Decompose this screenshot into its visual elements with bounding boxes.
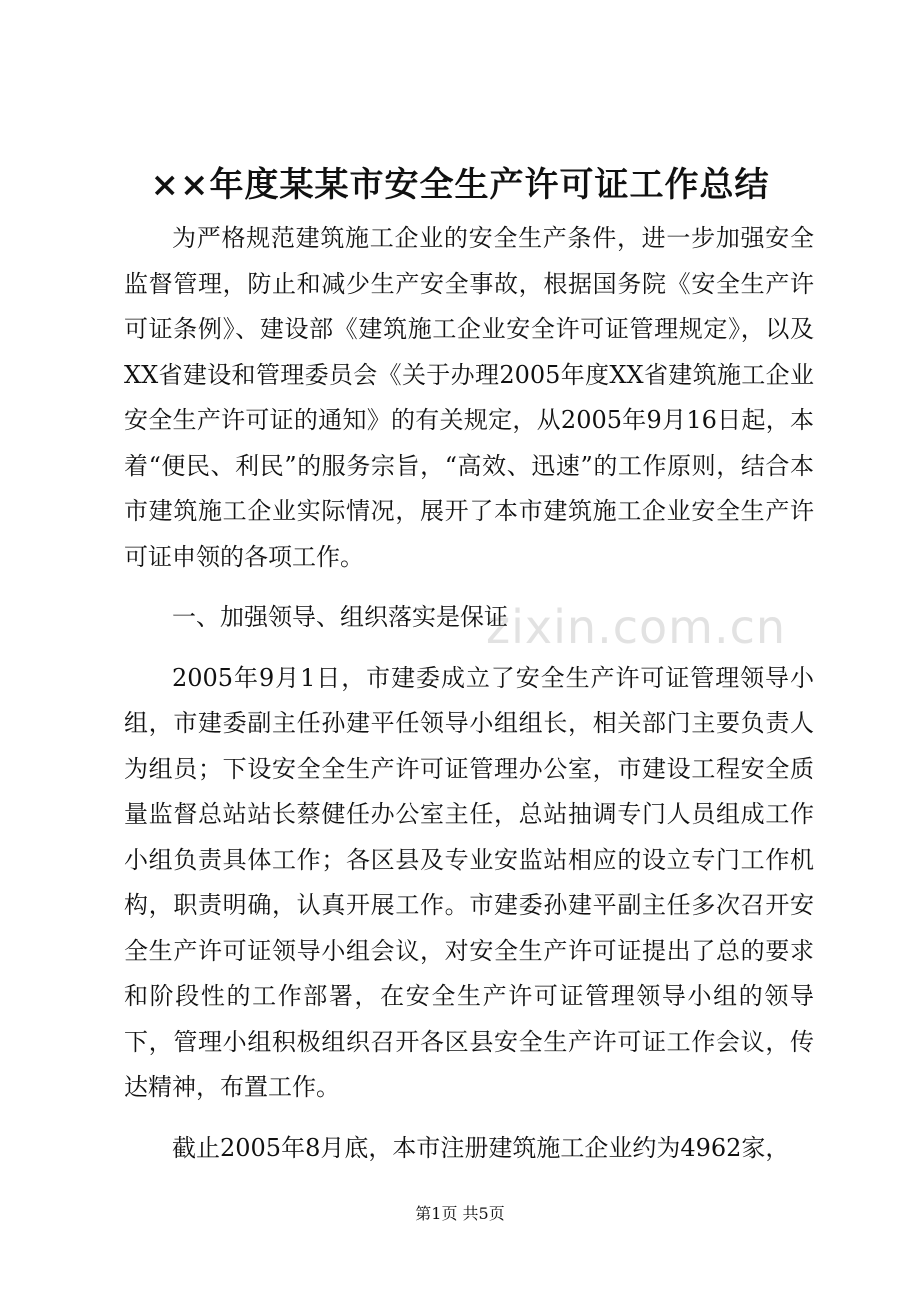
- paragraph-organization: 2005年9月1日，市建委成立了安全生产许可证管理领导小组，市建委副主任孙建平任领导小组组长，相关部门主要负责人为组员；下设安全全生产许可证管理办公室，市建设工程安全质量监督总站站长蔡健任办公室主任，总站抽调专门人员组成工作小组负责具体工作；各区县及专业安监站相应的设立专门工作机构，职责明确，认真开展工作。市建委孙建平副主任多次召开安全生产许可证领导小组会议，对安全生产许可证提出了总的要求和阶段性的工作部署，在安全生产许可证管理领导小组的领导下，管理小组积极组织召开各区县安全生产许可证工作会议，传达精神，布置工作。: [124, 663, 814, 1101]
- document-body: [124, 216, 814, 1171]
- page-number-footer: 第1页 共5页: [415, 1204, 505, 1223]
- paragraph-intro: 为严格规范建筑施工企业的安全生产条件，进一步加强安全监督管理，防止和减少生产安全事故，根据国务院《安全生产许可证条例》、建设部《建筑施工企业安全许可证管理规定》，以及XX省建设和管理委员会《关于办理2005年度XX省建筑施工企业安全生产许可证的通知》的有关规定，从2005年9月16日起，本着“便民、利民”的服务宗旨，“高效、迅速”的工作原则，结合本市建筑施工企业实际情况，展开了本市建筑施工企业安全生产许可证申领的各项工作。: [124, 224, 814, 571]
- document-title: ××年度某某市安全生产许可证工作总结: [150, 165, 770, 205]
- section-heading: 一、加强领导、组织落实是保证: [172, 603, 508, 631]
- paragraph-statistics: 截止2005年8月底，本市注册建筑施工企业约为4962家，: [172, 1133, 790, 1162]
- watermark: zixin.com.cn: [486, 600, 787, 654]
